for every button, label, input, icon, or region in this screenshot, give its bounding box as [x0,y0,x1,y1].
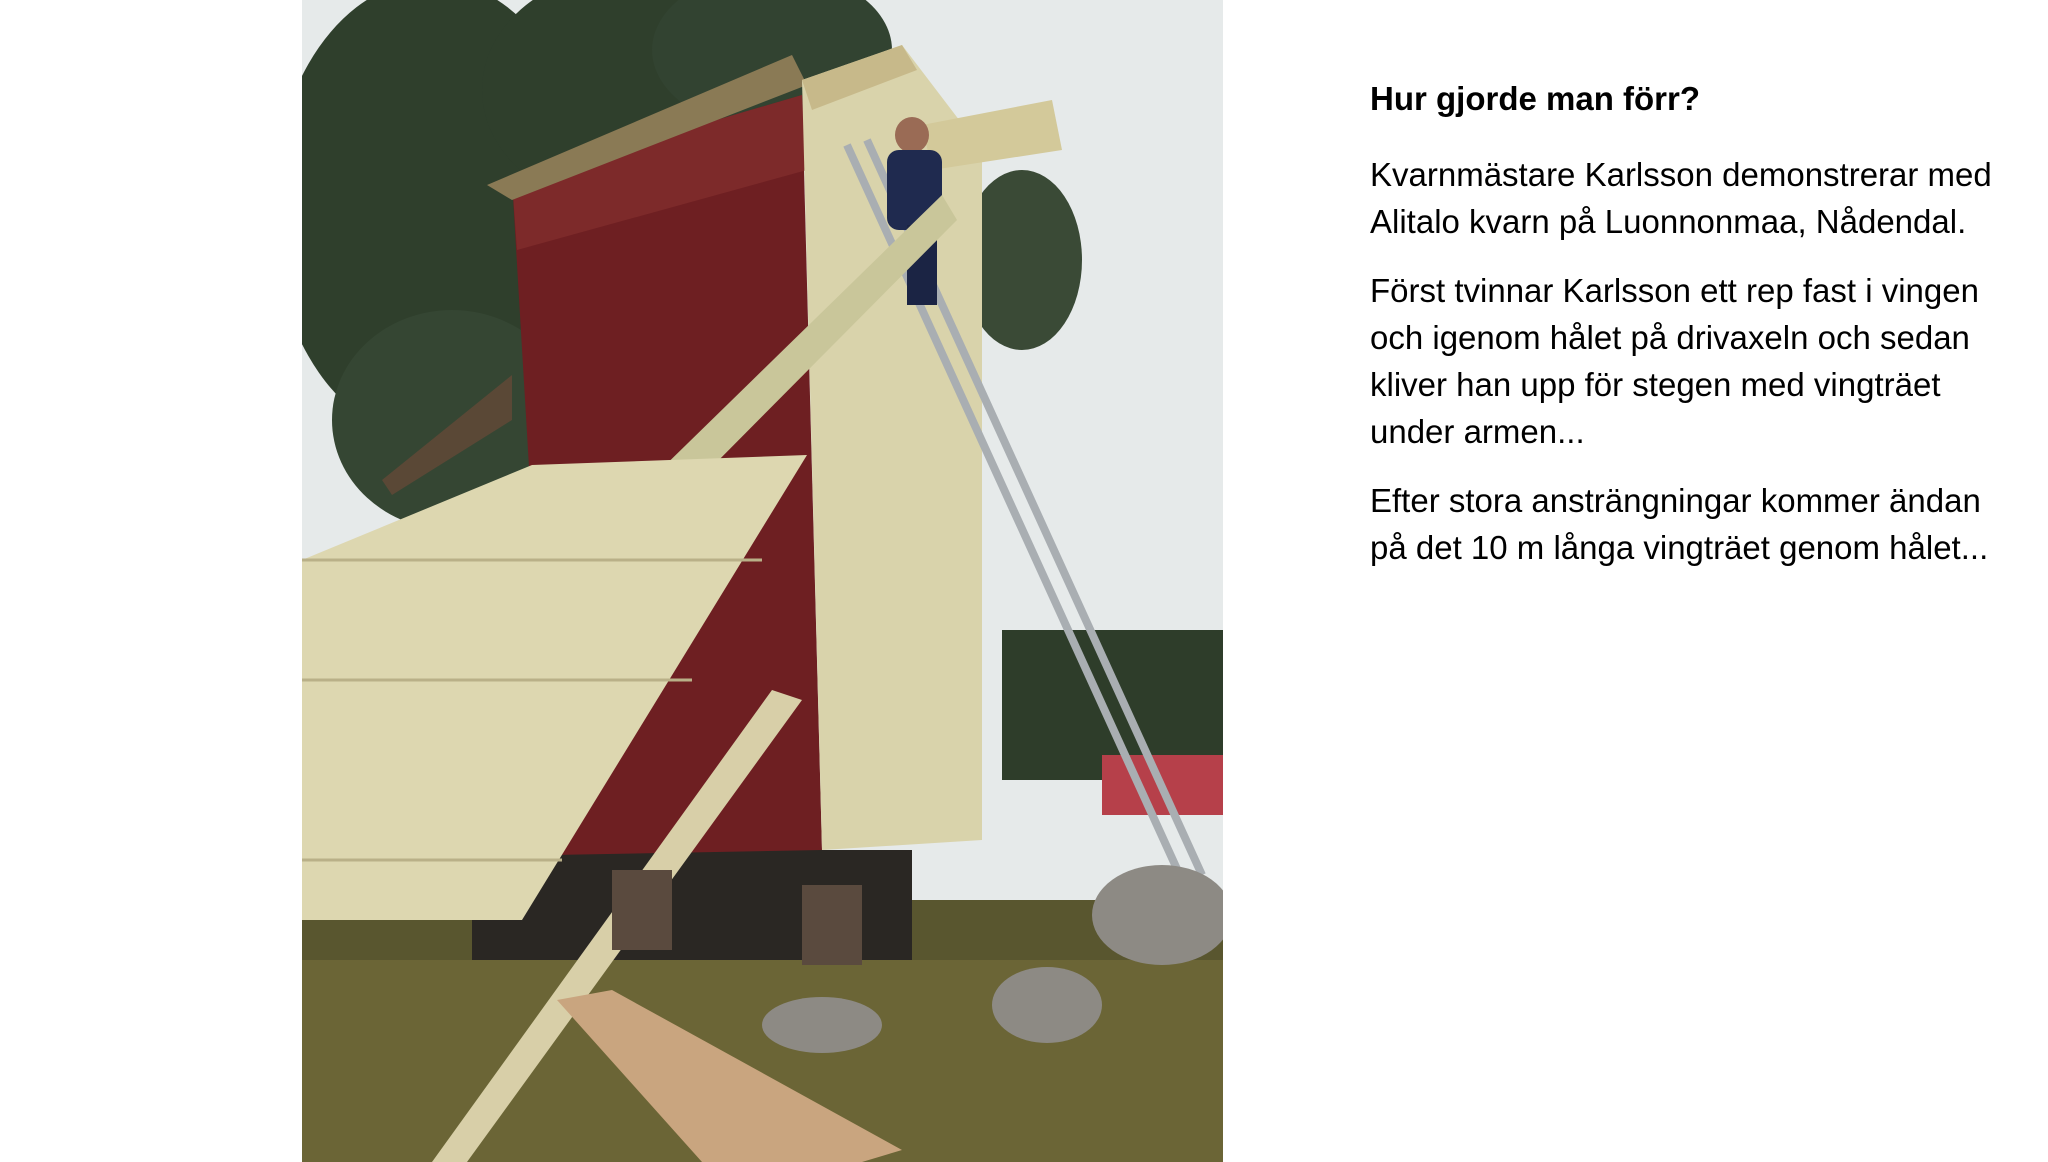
paragraph-beam: Efter stora ansträngningar kommer ändan på det 10 m långa vingträet genom hålet... [1370,481,1989,566]
birdhouse-left [612,870,672,950]
paragraph-intro: Kvarnmästare Karlsson demonstrerar med Alitalo kvarn på Luonnonmaa, Nådendal. [1370,155,1992,240]
slide-photo [302,0,1223,1162]
paragraph-rope: Först tvinnar Karlsson ett rep fast i vingen och igenom hålet på drivaxeln och sedan kliver han upp för stegen med vingträet under armen... [1370,271,1979,450]
windmill-photo [302,0,1223,1162]
birdhouse-right [802,885,862,965]
slide-heading: Hur gjorde man förr? [1370,80,1701,117]
slide-text [1370,78,2020,593]
